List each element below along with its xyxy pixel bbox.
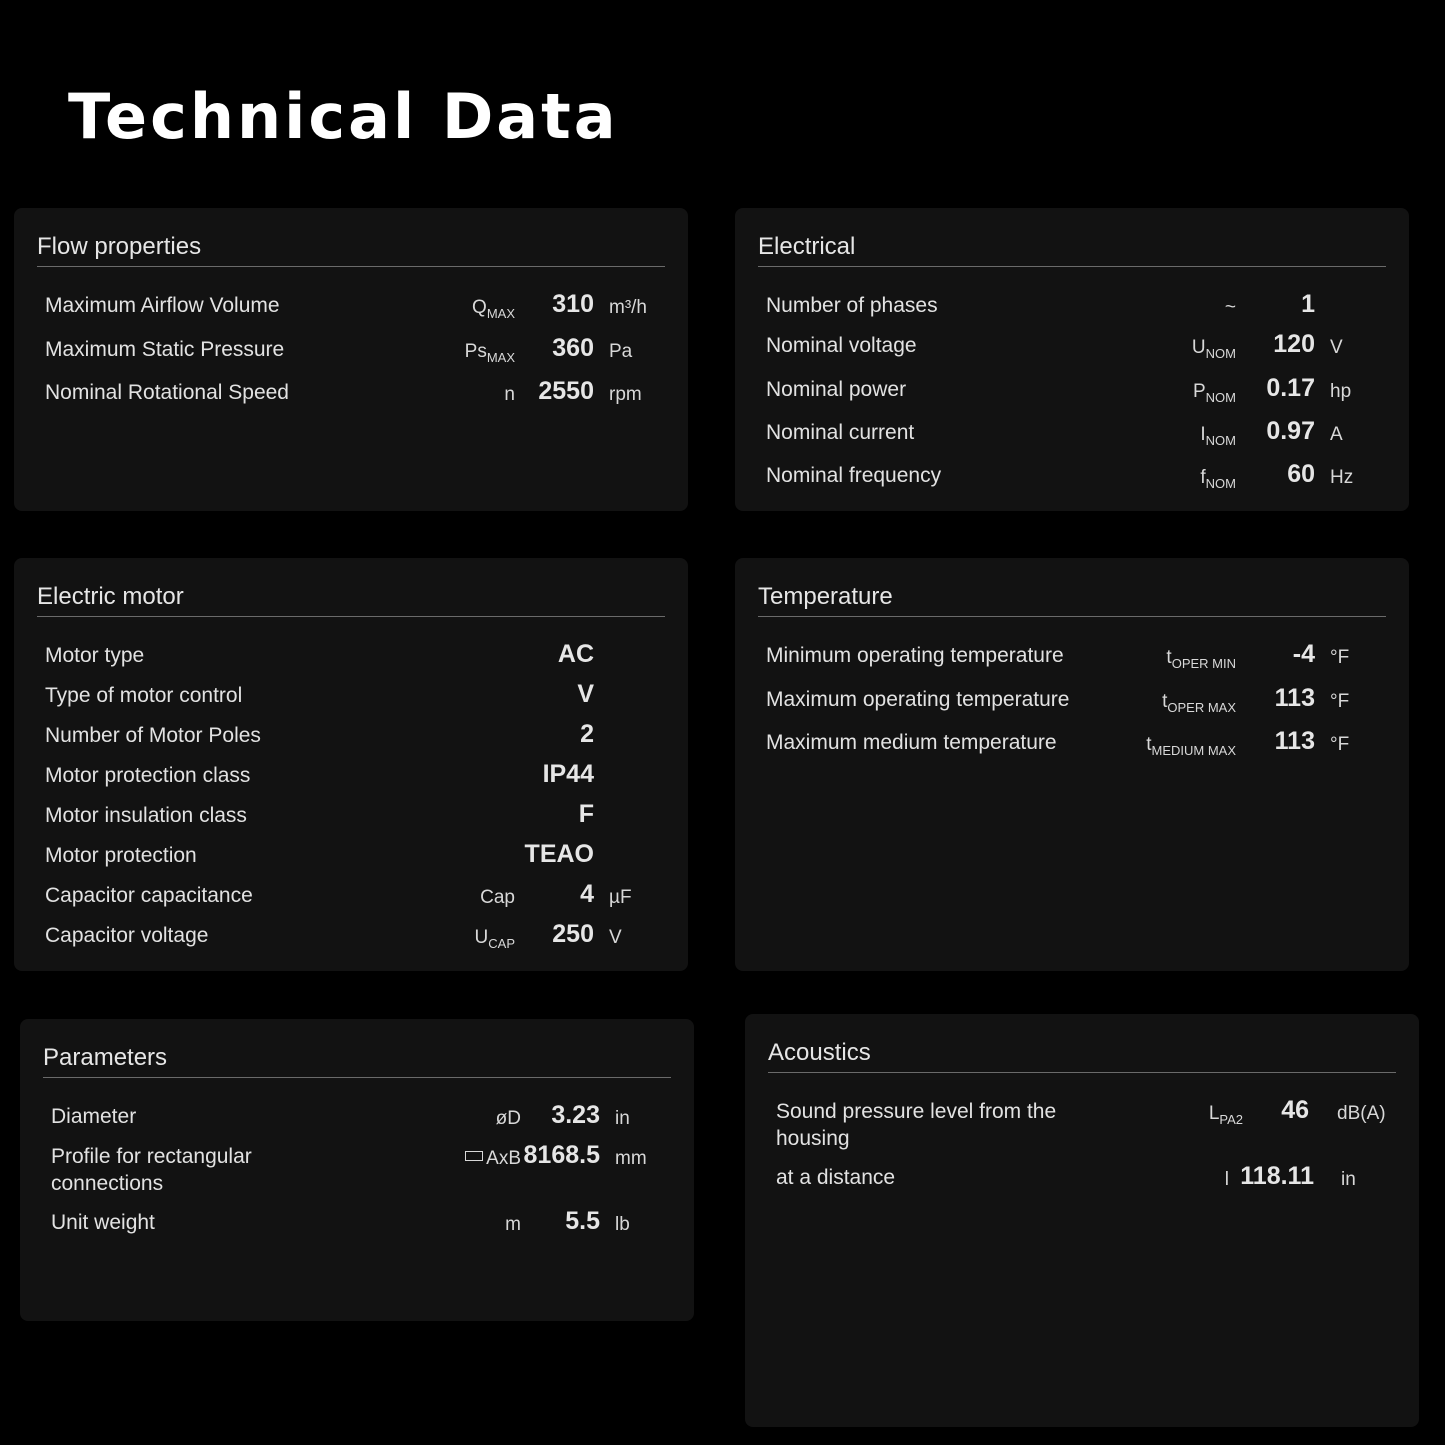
spec-value: 0.97	[1266, 417, 1315, 445]
spec-row	[14, 292, 688, 332]
spec-unit: in	[615, 1108, 630, 1129]
spec-unit: in	[1341, 1169, 1356, 1190]
spec-label: Motor type	[45, 644, 145, 667]
spec-symbol: m	[505, 1214, 521, 1235]
spec-row	[745, 1164, 1419, 1204]
spec-label: Nominal frequency	[766, 464, 942, 487]
spec-label: Number of Motor Poles	[45, 724, 261, 747]
spec-value: 250	[552, 920, 594, 948]
spec-label: Capacitor voltage	[45, 924, 209, 947]
spec-label: Minimum operating temperature	[766, 644, 1064, 667]
spec-symbol: ~	[1224, 297, 1236, 318]
card-header: Electric motor	[37, 582, 665, 617]
spec-symbol: $U_{CAP}$	[474, 927, 515, 951]
spec-value: 0.17	[1266, 374, 1315, 402]
spec-symbol: $Ps_{MAX}$	[464, 341, 515, 365]
spec-symbol: $P_{NOM}$	[1192, 381, 1236, 405]
spec-value: 5.5	[565, 1207, 600, 1235]
spec-value: 3.23	[551, 1101, 600, 1129]
spec-row	[735, 376, 1409, 416]
spec-value: 310	[552, 290, 594, 318]
spec-symbol: l	[1224, 1169, 1229, 1190]
spec-value: 113	[1274, 684, 1315, 712]
spec-value: 4	[580, 880, 594, 908]
spec-unit: °F	[1330, 691, 1350, 712]
spec-value: 120	[1273, 330, 1315, 358]
spec-value: 360	[552, 334, 594, 362]
spec-label: Number of phases	[766, 294, 938, 317]
spec-unit: °F	[1330, 647, 1350, 668]
spec-label: Sound pressure level from the housing	[776, 1100, 1057, 1150]
spec-row	[745, 1096, 1419, 1150]
spec-label: at a distance	[776, 1166, 896, 1189]
spec-value: 118.11	[1240, 1162, 1314, 1190]
spec-row	[735, 729, 1409, 769]
spec-label: Motor protection	[45, 844, 197, 867]
flow-properties-card	[14, 208, 688, 511]
spec-label: Diameter	[51, 1105, 137, 1128]
spec-value: V	[577, 680, 594, 708]
card-header: Electrical	[758, 232, 1386, 267]
spec-unit: V	[1330, 337, 1343, 358]
spec-row	[14, 379, 688, 419]
acoustics-card	[745, 1014, 1419, 1427]
spec-unit: Pa	[609, 341, 633, 362]
spec-symbol: $I_{NOM}$	[1200, 424, 1236, 448]
spec-symbol: AxB	[465, 1145, 521, 1172]
spec-symbol: n	[504, 384, 515, 405]
spec-value: 8168.5	[523, 1141, 600, 1169]
spec-label: Unit weight	[51, 1211, 155, 1234]
spec-label: Motor insulation class	[45, 804, 247, 827]
spec-unit: °F	[1330, 734, 1350, 755]
spec-symbol: $L_{PA2}$	[1208, 1103, 1243, 1127]
spec-row	[14, 642, 688, 682]
spec-symbol: $t_{OPER MIN}$	[1166, 647, 1236, 671]
spec-row	[14, 842, 688, 882]
spec-unit: mm	[615, 1148, 647, 1169]
spec-row	[14, 762, 688, 802]
electric-motor-card	[14, 558, 688, 971]
spec-label: Nominal current	[766, 421, 915, 444]
spec-row	[20, 1209, 694, 1249]
page-title: Technical Data	[68, 80, 619, 153]
spec-row	[20, 1103, 694, 1143]
spec-row	[735, 332, 1409, 372]
spec-label: Motor protection class	[45, 764, 251, 787]
spec-symbol: $f_{NOM}$	[1200, 467, 1236, 491]
spec-unit: m³/h	[609, 297, 647, 318]
spec-label: Maximum medium temperature	[766, 731, 1057, 754]
spec-symbol: $U_{NOM}$	[1191, 337, 1236, 361]
spec-symbol: $t_{MEDIUM MAX}$	[1146, 734, 1236, 758]
spec-row	[735, 419, 1409, 459]
card-header: Temperature	[758, 582, 1386, 617]
spec-row	[735, 292, 1409, 332]
rectangle-icon	[465, 1151, 483, 1161]
spec-row	[20, 1141, 694, 1195]
spec-label: Type of motor control	[45, 684, 243, 707]
spec-symbol: $Q_{MAX}$	[472, 297, 515, 321]
spec-value: AC	[557, 640, 594, 668]
spec-value: 46	[1281, 1096, 1309, 1124]
spec-row	[14, 722, 688, 762]
card-header: Flow properties	[37, 232, 665, 267]
spec-unit: A	[1330, 424, 1343, 445]
spec-unit: lb	[615, 1214, 630, 1235]
spec-symbol: Cap	[480, 887, 515, 908]
spec-label: Nominal voltage	[766, 334, 917, 357]
spec-value: F	[578, 800, 594, 828]
spec-label: Maximum operating temperature	[766, 688, 1070, 711]
spec-unit: V	[609, 927, 622, 948]
parameters-card	[20, 1019, 694, 1321]
spec-unit: dB(A)	[1337, 1103, 1386, 1124]
card-header: Acoustics	[768, 1038, 1396, 1073]
spec-value: TEAO	[524, 840, 594, 868]
spec-row	[14, 922, 688, 962]
spec-unit: Hz	[1330, 467, 1354, 488]
spec-label: Capacitor capacitance	[45, 884, 253, 907]
spec-row	[14, 336, 688, 376]
spec-unit: rpm	[609, 384, 642, 405]
spec-value: 113	[1274, 727, 1315, 755]
spec-row	[735, 462, 1409, 502]
spec-value: -4	[1292, 640, 1315, 668]
spec-label: Nominal power	[766, 378, 907, 401]
spec-symbol: $t_{OPER MAX}$	[1162, 691, 1236, 715]
spec-row	[14, 882, 688, 922]
spec-value: IP44	[542, 760, 594, 788]
temperature-card	[735, 558, 1409, 971]
spec-label: Maximum Airflow Volume	[45, 294, 280, 317]
spec-unit: µF	[609, 887, 632, 908]
spec-unit: hp	[1330, 381, 1352, 402]
spec-value: 2	[580, 720, 594, 748]
spec-row	[14, 802, 688, 842]
electrical-card	[735, 208, 1409, 511]
spec-row	[14, 682, 688, 722]
spec-value: 2550	[538, 377, 594, 405]
spec-label: Profile for rectangular connections	[51, 1145, 252, 1195]
spec-value: 1	[1301, 290, 1315, 318]
spec-value: 60	[1287, 460, 1315, 488]
spec-symbol: øD	[495, 1108, 521, 1129]
spec-label: Maximum Static Pressure	[45, 338, 285, 361]
spec-row	[735, 686, 1409, 726]
spec-row	[735, 642, 1409, 682]
card-header: Parameters	[43, 1043, 671, 1078]
spec-label: Nominal Rotational Speed	[45, 381, 289, 404]
